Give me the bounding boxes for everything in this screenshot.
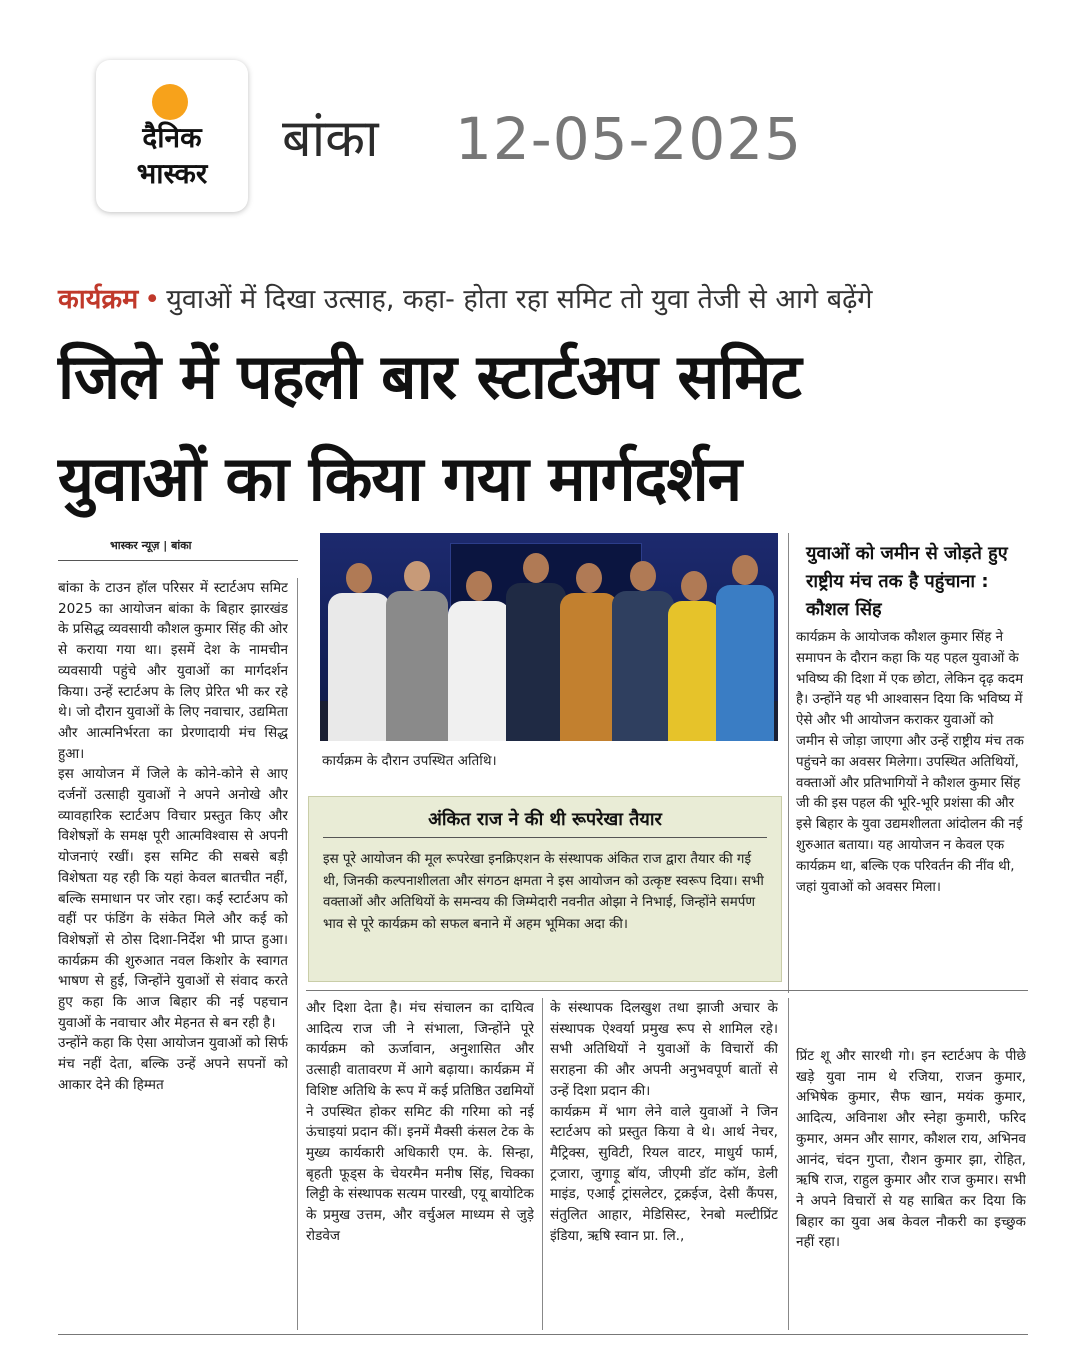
bullet-icon: • xyxy=(144,284,161,315)
byline-divider xyxy=(58,560,298,561)
sun-icon xyxy=(152,84,188,120)
kicker-line xyxy=(58,282,1048,318)
article-paragraph: के संस्थापक दिलखुश तथा झाजी अचार के संस्थापक ऐश्वर्या प्रमुख रूप से शामिल रहे। सभी अतिथियों ने युवाओं के विचारों की सराहना की और अपनी अनुभवपूर्ण बातों से उन्हें दिशा प्रदान की। xyxy=(550,1000,778,1099)
column-divider xyxy=(297,578,298,1330)
logo-line-2: भास्कर xyxy=(136,157,208,190)
byline: भास्कर न्यूज़ | बांका xyxy=(110,539,192,552)
article-paragraph: कार्यक्रम में भाग लेने वाले युवाओं ने जिन स्टार्टअप को प्रस्तुत किया वे थे। आर्थ नेचर, मैट्रिक्स, सुविटी, रियल वाटर, माधुर्य फार्म, ट्रजारा, जुगाड़ू बॉय, जीएमी डॉट कॉम, डेली माइंड, एआई ट्रांसलेटर, ट्रक्रईज, देसी कैंपस, संतुलित आहार, मेडिसिस्ट, रेनबो मल्टीप्रिंट इंडिया, ऋषि स्वान प्रा. लि., xyxy=(550,1103,778,1244)
dainik-bhaskar-logo xyxy=(96,60,248,212)
photo-person xyxy=(448,571,510,741)
article-column-4: प्रिंट शू और सारथी गो। इन स्टार्टअप के पीछे खड़े युवा नाम थे रजिया, राजन कुमार, अभिषेक कुमार, सैफ खान, मयंक कुमार, आदित्य, अविनाश और स्नेहा कुमारी, फरिद कुमार, अमन और सागर, कौशल राय, अभिनव आनंद, चंदन गुप्ता, रौशन कुमार झा, रोहित, ऋषि राज, राहुल कुमार और राज कुमार। सभी ने अपने विचारों से यह साबित कर दिया कि बिहार का युवा अब केवल नौकरी का इच्छुक नहीं रहा। xyxy=(796,1048,1026,1251)
photo-person xyxy=(386,561,448,741)
headline-line-2: युवाओं का किया गया मार्गदर्शन xyxy=(58,442,742,515)
column-divider xyxy=(788,998,789,1330)
article-column-1 xyxy=(58,578,288,1258)
photo-person xyxy=(328,563,390,741)
photo-person xyxy=(560,563,618,741)
photo-person xyxy=(506,553,566,741)
column-divider xyxy=(788,533,789,993)
photo-person xyxy=(668,571,720,741)
edition-date: 12-05-2025 xyxy=(455,105,803,173)
boxout-text: इस पूरे आयोजन की मूल रूपरेखा इनक्रिएशन के संस्थापक अंकित राज द्वारा तैयार की गई थी, जिनकी कल्पनाशीलता और संगठन क्षमता ने इस आयोजन को उत्कृष्ट स्वरूप दिया। सभी वक्ताओं और अतिथियों के समन्वय की जिम्मेदारी नवनीत ओझा ने निभाई, जिन्होंने समर्पण भाव से पूरे कार्यक्रम को सफल बनाने में अहम भूमिका अदा की। xyxy=(323,852,764,932)
page-bottom-rule xyxy=(58,1334,1028,1335)
kicker-text: युवाओं में दिखा उत्साह, कहा- होता रहा समिट तो युवा तेजी से आगे बढ़ेंगे xyxy=(166,284,873,315)
event-photo xyxy=(320,533,778,741)
category-label: कार्यक्रम xyxy=(58,284,139,315)
section-divider xyxy=(306,990,1028,991)
sidebar-heading: युवाओं को जमीन से जोड़ते हुए राष्ट्रीय मंच तक है पहुंचाना : कौशल सिंह xyxy=(806,543,1008,620)
boxout-divider xyxy=(323,837,767,838)
photo-caption: कार्यक्रम के दौरान उपस्थित अतिथि। xyxy=(322,753,497,769)
photo-person xyxy=(716,555,774,741)
article-column-3 xyxy=(550,998,778,1328)
boxout-title: अंकित राज ने की थी रूपरेखा तैयार xyxy=(428,809,662,830)
article-column-2: और दिशा देता है। मंच संचालन का दायित्व आदित्य राज जी ने संभाला, जिन्होंने पूरे कार्यक्रम को ऊर्जावान, अनुशासित और उत्साही वातावरण में आगे बढ़ाया। कार्यक्रम में विशिष्ट अतिथि के रूप में कई प्रतिष्ठित उद्यमियों ने उपस्थित होकर समिट की गरिमा को नई ऊंचाइयां प्रदान कीं। इनमें मैक्सी कंसल टेक के मुख्य कार्यकारी अधिकारी एम. के. सिन्हा, बृहती फूड्स के चेयरमैन मनीष सिंह, चिक्का लिट्टी के संस्थापक सत्यम पारखी, एयू बायोटिक के प्रमुख उत्तम, और वर्चुअल माध्यम से जुड़े रोडवेज xyxy=(306,1000,534,1244)
logo-line-1: दैनिक xyxy=(142,121,202,154)
sidebar-text: कार्यक्रम के आयोजक कौशल कुमार सिंह ने समापन के दौरान कहा कि यह पहल युवाओं के भविष्य की दिशा में एक छोटा, लेकिन दृढ़ कदम है। उन्होंने यह भी आश्वासन दिया कि भविष्य में ऐसे और भी आयोजन कराकर युवाओं को जमीन से जोड़ा जाएगा और उन्हें राष्ट्रीय मंच तक पहुंचने का अवसर मिलेगा। उपस्थित अतिथियों, वक्ताओं और प्रतिभागियों ने कौशल कुमार सिंह जी की इस पहल की भूरि-भूरि प्रशंसा की और इसे बिहार के युवा उद्यमशीलता आंदोलन की नई शुरुआत बताया। यह आयोजन न केवल एक कार्यक्रम था, बल्कि एक परिवर्तन की नींव थी, जहां युवाओं को अवसर मिला। xyxy=(796,630,1024,895)
article-paragraph: इस आयोजन में जिले के कोने-कोने से आए दर्जनों उत्साही युवाओं ने अपने अनोखे और व्यावहारिक स्टार्टअप विचार प्रस्तुत किए और विशेषज्ञों के समक्ष पूरी आत्मविश्वास से अपनी योजनाएं रखीं। इस समिट की सबसे बड़ी विशेषता यह रही कि यहां केवल बातचीत नहीं, बल्कि समाधान पर जोर रहा। कई स्टार्टअप को वहीं पर फंडिंग के संकेत मिले और कई को विशेषज्ञों से ठोस दिशा-निर्देश भी प्राप्त हुआ। कार्यक्रम की शुरुआत नवल किशोर के स्वागत भाषण से हुई, जिन्होंने युवाओं से संवाद करते हुए कहा कि आज बिहार की नई पहचान युवाओं के नवाचार और मेहनत से बन रही है। xyxy=(58,766,288,1031)
photo-person xyxy=(612,561,674,741)
edition-city: बांका xyxy=(282,109,379,169)
headline-line-1: जिले में पहली बार स्टार्टअप समिट xyxy=(58,340,801,413)
article-paragraph: बांका के टाउन हॉल परिसर में स्टार्टअप समिट 2025 का आयोजन बांका के बिहार झारखंड के प्रसिद्ध व्यवसायी कौशल कुमार सिंह की ओर से कराया गया था। इसमें देश के नामचीन व्यवसायी पहुंचे और युवाओं का मार्गदर्शन किया। उन्हें स्टार्टअप के लिए प्रेरित भी कर रहे थे। जो दौरान युवाओं के लिए नवाचार, उद्यमिता और आत्मनिर्भरता का प्रेरणादायी मंच सिद्ध हुआ। xyxy=(58,580,288,762)
column-divider xyxy=(542,998,543,1330)
boxout xyxy=(308,796,782,982)
article-paragraph: उन्होंने कहा कि ऐसा आयोजन युवाओं को सिर्फ मंच नहीं देता, बल्कि उन्हें अपने सपनों को आकार देने की हिम्मत xyxy=(58,1035,288,1093)
